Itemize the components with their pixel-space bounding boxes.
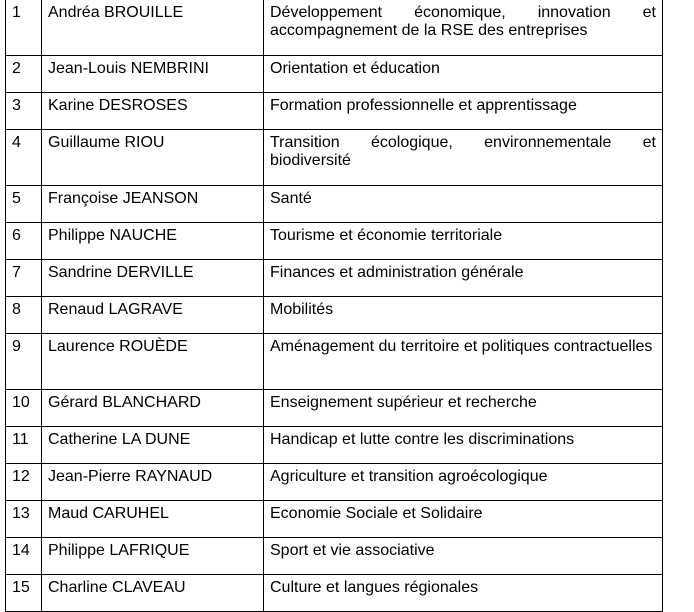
delegation-cell xyxy=(264,538,663,575)
delegation-text: Economie Sociale et Solidaire xyxy=(270,505,483,522)
row-number: 6 xyxy=(6,223,42,260)
row-number: 12 xyxy=(6,464,42,501)
delegation-text: Transition écologique, environnementale et biodiversité xyxy=(270,134,656,169)
delegation-text: Tourisme et économie territoriale xyxy=(270,227,503,244)
table-row xyxy=(6,93,663,130)
delegation-cell xyxy=(264,0,663,56)
table-row xyxy=(6,427,663,464)
delegation-text: Formation professionnelle et apprentissage xyxy=(270,97,577,114)
person-name: Andréa BROUILLE xyxy=(42,0,264,56)
table-row xyxy=(6,575,663,612)
delegation-text: Développement économique, innovation et accompagnement de la RSE des entreprises xyxy=(270,4,656,39)
table-body xyxy=(6,0,663,612)
delegation-cell xyxy=(264,93,663,130)
person-name: Jean-Louis NEMBRINI xyxy=(42,56,264,93)
row-number: 15 xyxy=(6,575,42,612)
row-number: 5 xyxy=(6,186,42,223)
person-name: Jean-Pierre RAYNAUD xyxy=(42,464,264,501)
row-number: 10 xyxy=(6,390,42,427)
delegation-text: Finances et administration générale xyxy=(270,264,524,281)
table-row xyxy=(6,223,663,260)
person-name: Catherine LA DUNE xyxy=(42,427,264,464)
person-name: Laurence ROUÈDE xyxy=(42,334,264,390)
row-number: 14 xyxy=(6,538,42,575)
delegation-text: Culture et langues régionales xyxy=(270,579,479,596)
delegation-cell xyxy=(264,427,663,464)
delegation-cell xyxy=(264,464,663,501)
delegation-text: Mobilités xyxy=(270,301,334,318)
delegation-text: Orientation et éducation xyxy=(270,60,440,77)
delegation-cell xyxy=(264,575,663,612)
row-number: 1 xyxy=(6,0,42,56)
delegation-cell xyxy=(264,390,663,427)
table-row xyxy=(6,538,663,575)
person-name: Françoise JEANSON xyxy=(42,186,264,223)
person-name: Renaud LAGRAVE xyxy=(42,297,264,334)
delegation-cell xyxy=(264,223,663,260)
table-row xyxy=(6,297,663,334)
table-row xyxy=(6,0,663,56)
delegation-text: Sport et vie associative xyxy=(270,542,435,559)
delegation-text: Santé xyxy=(270,190,312,207)
delegation-cell xyxy=(264,297,663,334)
row-number: 7 xyxy=(6,260,42,297)
delegations-table xyxy=(5,0,663,612)
row-number: 9 xyxy=(6,334,42,390)
table-row xyxy=(6,130,663,186)
delegation-cell xyxy=(264,186,663,223)
delegation-text: Agriculture et transition agroécologique xyxy=(270,468,548,485)
delegation-cell xyxy=(264,130,663,186)
delegation-text: Enseignement supérieur et recherche xyxy=(270,394,537,411)
row-number: 2 xyxy=(6,56,42,93)
row-number: 13 xyxy=(6,501,42,538)
delegation-cell xyxy=(264,501,663,538)
person-name: Gérard BLANCHARD xyxy=(42,390,264,427)
person-name: Philippe NAUCHE xyxy=(42,223,264,260)
table-row xyxy=(6,56,663,93)
person-name: Philippe LAFRIQUE xyxy=(42,538,264,575)
row-number: 11 xyxy=(6,427,42,464)
delegation-cell xyxy=(264,334,663,390)
table-row xyxy=(6,501,663,538)
table-row xyxy=(6,334,663,390)
person-name: Karine DESROSES xyxy=(42,93,264,130)
table-row xyxy=(6,186,663,223)
table-row xyxy=(6,390,663,427)
person-name: Maud CARUHEL xyxy=(42,501,264,538)
row-number: 8 xyxy=(6,297,42,334)
delegation-text: Aménagement du territoire et politiques contractuelles xyxy=(270,338,653,355)
row-number: 3 xyxy=(6,93,42,130)
table-row xyxy=(6,260,663,297)
delegation-cell xyxy=(264,56,663,93)
person-name: Sandrine DERVILLE xyxy=(42,260,264,297)
person-name: Charline CLAVEAU xyxy=(42,575,264,612)
delegation-cell xyxy=(264,260,663,297)
table-row xyxy=(6,464,663,501)
delegation-text: Handicap et lutte contre les discriminations xyxy=(270,431,575,448)
row-number: 4 xyxy=(6,130,42,186)
person-name: Guillaume RIOU xyxy=(42,130,264,186)
